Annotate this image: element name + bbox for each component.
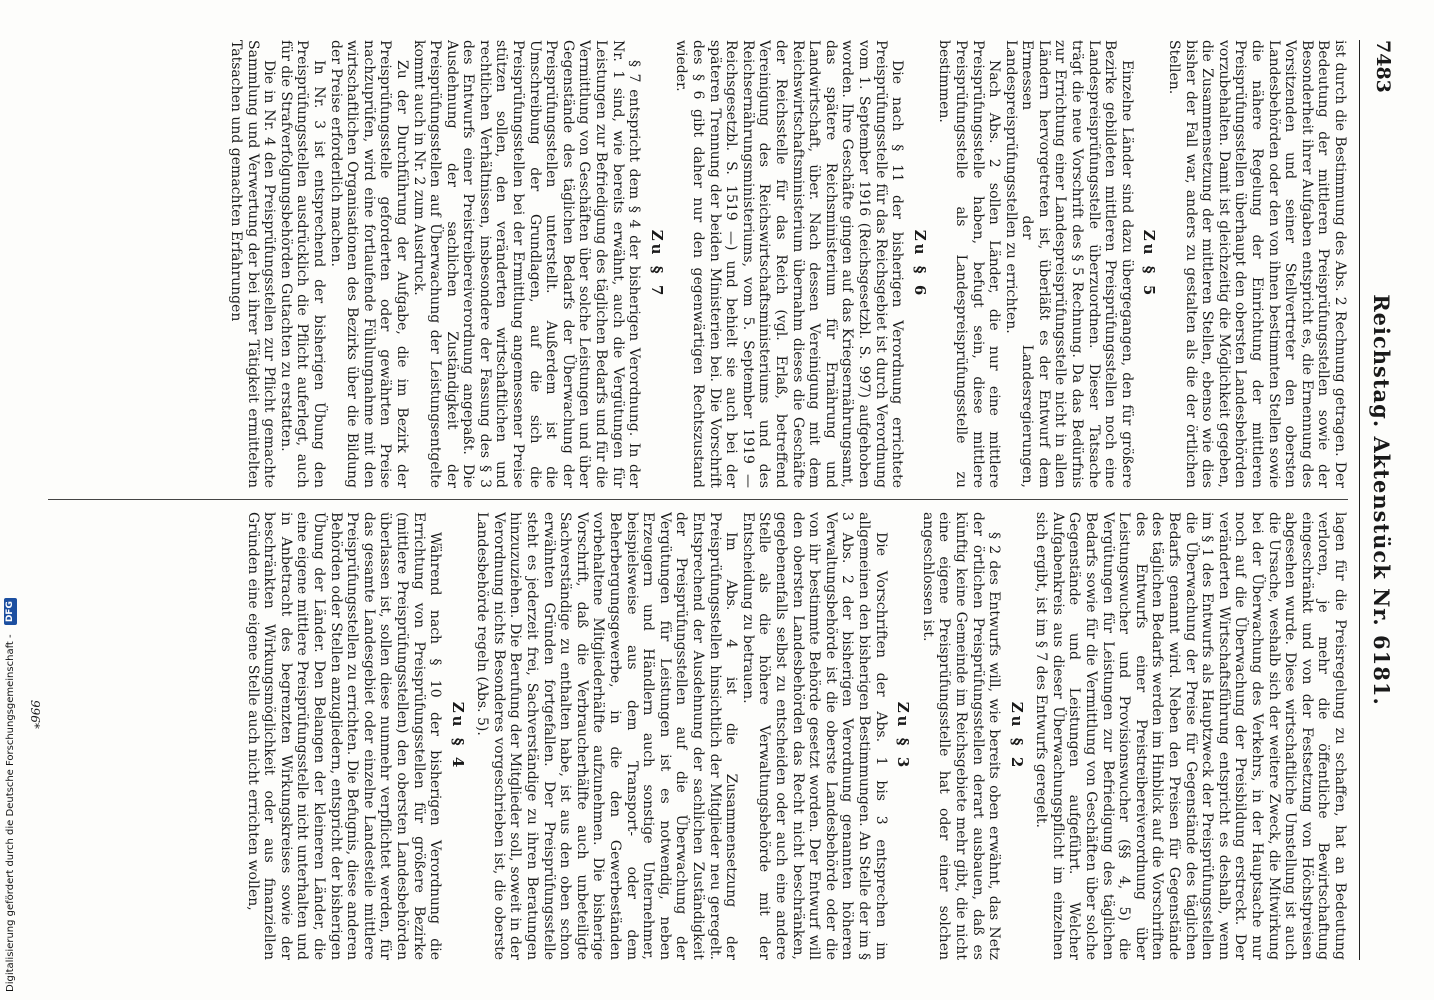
paragraph: ist durch die Bestimmung des Abs. 2 Rechnung getragen. Der Bedeutung der mittleren Preisprüfungsstellen sowie der Besonderheit ihrer Aufgaben entspricht es, die Ernennung des Vorsitzenden und seiner Stellvertreter den obersten Landesbehörden oder den von ihnen bestimmten Stellen sowie die nähere Regelung der Einrichtung der mittleren Preisprüfungsstellen überhaupt den obersten Landesbehörden vorzubehalten. Damit ist gleichzeitig die Möglichkeit gegeben, die Zusammensetzung der mittleren Stellen, ebenso wie dies bisher der Fall war, anders zu gestalten als die der örtlichen Stellen. (1166, 40, 1348, 488)
section-heading: Zu § 2 (1007, 701, 1026, 771)
paragraph: Die in Nr. 4 den Preisprüfungsstellen zur Pflicht gemachte Sammlung und Verwertung der bei ihrer Tätigkeit ermittelten Tatsachen und gemachten Erfahrungen (228, 40, 278, 488)
paragraph: Einzelne Länder sind dazu übergegangen, den für größere Bezirke gebildeten mittleren Preisprüfungsstellen noch eine Landespreisprüfungsstelle überzuordnen. Dieser Tatsache trägt die neue Vorschrift des § 5 Rechnung. Da das Bedürfnis zur Errichtung einer Landespreisprüfungsstelle nicht in allen Ländern hervorgetreten ist, überläßt es der Entwurf dem Ermessen der Landesregierungen, Landespreisprüfungsstellen zu errichten. (1002, 40, 1135, 488)
section-heading: Zu § 4 (448, 701, 467, 771)
paragraph: Die nach § 11 der bisherigen Verordnung errichtete Preisprüfungsstelle für das Reichsgebiet ist durch Verordnung vom 1. September 1916 (Reichsgesetzbl. S. 997) aufgehoben worden. Ihre Geschäfte gingen auf das Kriegsernährungsamt, das spätere Reichsministerium für Ernährung und Landwirtschaft, über. Nach dessen Vereinigung mit dem Reichswirtschaftsministerium übernahm dieses die Geschäfte der Reichsstelle für das Reich (vgl. Erlaß, betreffend Vereinigung des Reichswirtschaftsministeriums und des Reichsernährungsministeriums, vom 5. September 1919 — Reichsgesetzbl. S. 1519 —) und behielt sie auch bei der späteren Trennung der beiden Ministerien bei. Die Vorschrift des § 6 gibt daher nur den gegenwärtigen Rechtszustand wieder. (673, 40, 906, 488)
digitization-credit (2, 0, 20, 1000)
paragraph: § 7 entspricht dem § 4 der bisherigen Verordnung. In der Nr. 1 sind, wie bereits erwähnt, auch die Vergütungen für Leistungen zur Befriedigung des täglichen Bedarfs und für die Vermittlung von Geschäften über solche Leistungen und über Gegenstände des täglichen Bedarfs der Überwachung der Preisprüfungsstellen unterstellt. Außerdem ist die Umschreibung der Grundlagen, auf die sich die Preisprüfungsstellen bei der Ermittlung angemessener Preise stützen sollen, den veränderten wirtschaftlichen und rechtlichen Verhältnissen, insbesondere der Fassung des § 3 des Entwurfs einer Preistreibereiverordnung angepaßt. Die Ausdehnung der sachlichen Zuständigkeit der Preisprüfungsstellen auf Überwachung der Leistungsentgelte kommt auch in Nr. 2 zum Ausdruck. (410, 40, 643, 488)
paragraph: Im Abs. 4 ist die Zusammensetzung der Preisprüfungsstellen hinsichtlich der Mitglieder neu geregelt. Entsprechend der Ausdehnung der sachlichen Zuständigkeit der Preisprüfungsstellen auf die Überwachung der Vergütungen für Leistungen ist es notwendig, neben Erzeugern und Händlern auch sonstige Unternehmer, beispielsweise aus dem Transport- oder dem Beherbergungsgewerbe, in die den Gewerbeständen vorbehaltene Mitgliederhälfte aufzunehmen. Die bisherige Vorschrift, daß die Verbraucherhälfte auch unbeteiligte Sachverständige zu enthalten habe, ist aus den oben schon erwähnten Gründen fortgefallen. Der Preisprüfungsstelle steht es jederzeit frei, Sachverständige zu ihren Beratungen hinzuzuziehen. Die Berufung der Mitglieder soll, soweit in der Verordnung nichts Besonderes vorgeschrieben ist, die oberste Landesbehörde regeln (Abs. 5). (474, 512, 740, 960)
credit-text: Digitalisierung gefördert durch die Deutsche Forschungsgemeinschaft - (5, 634, 16, 992)
right-column (28, 512, 1348, 960)
section-heading: Zu § 7 (647, 229, 666, 299)
page-header (1360, 40, 1394, 960)
paragraph: Nach Abs. 2 sollen Länder, die nur eine mittlere Preisprüfungsstelle haben, befugt sein, diese mittlere Preisprüfungsstelle als Landespreisprüfungsstelle zu bestimmen. (936, 40, 1003, 488)
page-number: 7483 (1372, 40, 1394, 93)
left-column (28, 40, 1348, 488)
paragraph: lagen für die Preisregelung zu schaffen, hat an Bedeutung verloren, je mehr die öffentliche Bewirtschaftung eingeschränkt und von der Festsetzung von Höchstpreisen abgesehen wurde. Diese wirtschaftliche Umstellung ist auch die Ursache, weshalb sich der weitere Zweck, die Mitwirkung bei der Überwachung des Verkehrs, in der Hauptsache nur noch auf die Überwachung der Preisbildung erstreckt. Der veränderten Wirtschaftsführung entspricht es deshalb, wenn im § 1 des Entwurfs als Hauptzweck der Preisprüfungsstellen die Überwachung der Preise für Gegenstände des täglichen Bedarfs genannt wird. Neben den Preisen für Gegenstände des täglichen Bedarfs werden im Hinblick auf die Vorschriften des Entwurfs einer Preistreibereiverordnung über Leistungswucher und Provisionswucher (§§ 4, 5) die Vergütungen für Leistungen zur Befriedigung des täglichen Bedarfs sowie für die Vermittlung von Geschäften über solche Gegenstände und Leistungen aufgeführt. Welcher Aufgabenkreis aus dieser Überwachungspflicht im einzelnen sich ergibt, ist im § 7 des Entwurfs geregelt. (1033, 512, 1348, 960)
dfg-logo: DFG (4, 598, 17, 625)
paragraph: § 2 des Entwurfs will, wie bereits oben erwähnt, das Netz der örtlichen Preisprüfungsstellen derart ausbauen, daß es künftig keine Gemeinde im Reichsgebiete mehr gibt, die nicht eine eigene Preisprüfungsstelle hat oder einer solchen angeschlossen ist. (919, 512, 1003, 960)
paragraph: Zu der Durchführung der Aufgabe, die im Bezirk der Preisprüfungsstelle geforderten oder gewährten Preise nachzuprüfen, wird eine fortlaufende Fühlungnahme mit den wirtschaftlichen Organisationen des Bezirks über die Bildung der Preise erforderlich machen. (327, 40, 410, 488)
footer-mark: 996* (28, 700, 42, 729)
section-heading: Zu § 6 (910, 229, 929, 299)
page-title: Reichstag. Aktenstück Nr. 6181. (1369, 294, 1394, 706)
paragraph: In Nr. 3 ist entsprechend der bisherigen Übung den Preisprüfungsstellen ausdrücklich die Pflicht auferlegt, auch für die Strafverfolgungsbehörden Gutachten zu erstatten. (277, 40, 327, 488)
section-heading: Zu § 3 (894, 701, 913, 771)
paragraph: Die Vorschriften der Abs. 1 bis 3 entsprechen im allgemeinen den bisherigen Bestimmungen. An Stelle der im § 3 Abs. 2 der bisherigen Verordnung genannten höheren Verwaltungsbehörde ist die oberste Landesbehörde oder die von ihr bestimmte Behörde gesetzt worden. Der Entwurf will den obersten Landesbehörden das Recht nicht beschränken, gegebenenfalls selbst zu entscheiden oder auch eine andere Stelle als die höhere Verwaltungsbehörde mit der Entscheidung zu betrauen. (739, 512, 889, 960)
column-divider (48, 499, 1348, 500)
section-heading: Zu § 5 (1140, 229, 1159, 299)
paragraph: Während nach § 10 der bisherigen Verordnung die Errichtung von Preisprüfungsstellen für größere Bezirke (mittlere Preisprüfungsstellen) den obersten Landesbehörden überlassen ist, sollen diese nunmehr verpflichtet werden, für das gesamte Landesgebiet oder einzelne Landesteile mittlere Preisprüfungsstellen zu errichten. Die Befugnis, diese anderen Behörden oder Stellen anzugliedern, entspricht der bisherigen Übung der Länder. Den Belangen der kleineren Länder, die eine eigene mittlere Preisprüfungsstelle nicht unterhalten und in Anbetracht des begrenzten Wirkungskreises sowie der beschränkten Wirkungsmöglichkeit oder aus finanziellen Gründen eine eigene Stelle auch nicht errichten wollen, (244, 512, 444, 960)
header-rule (1359, 40, 1360, 960)
